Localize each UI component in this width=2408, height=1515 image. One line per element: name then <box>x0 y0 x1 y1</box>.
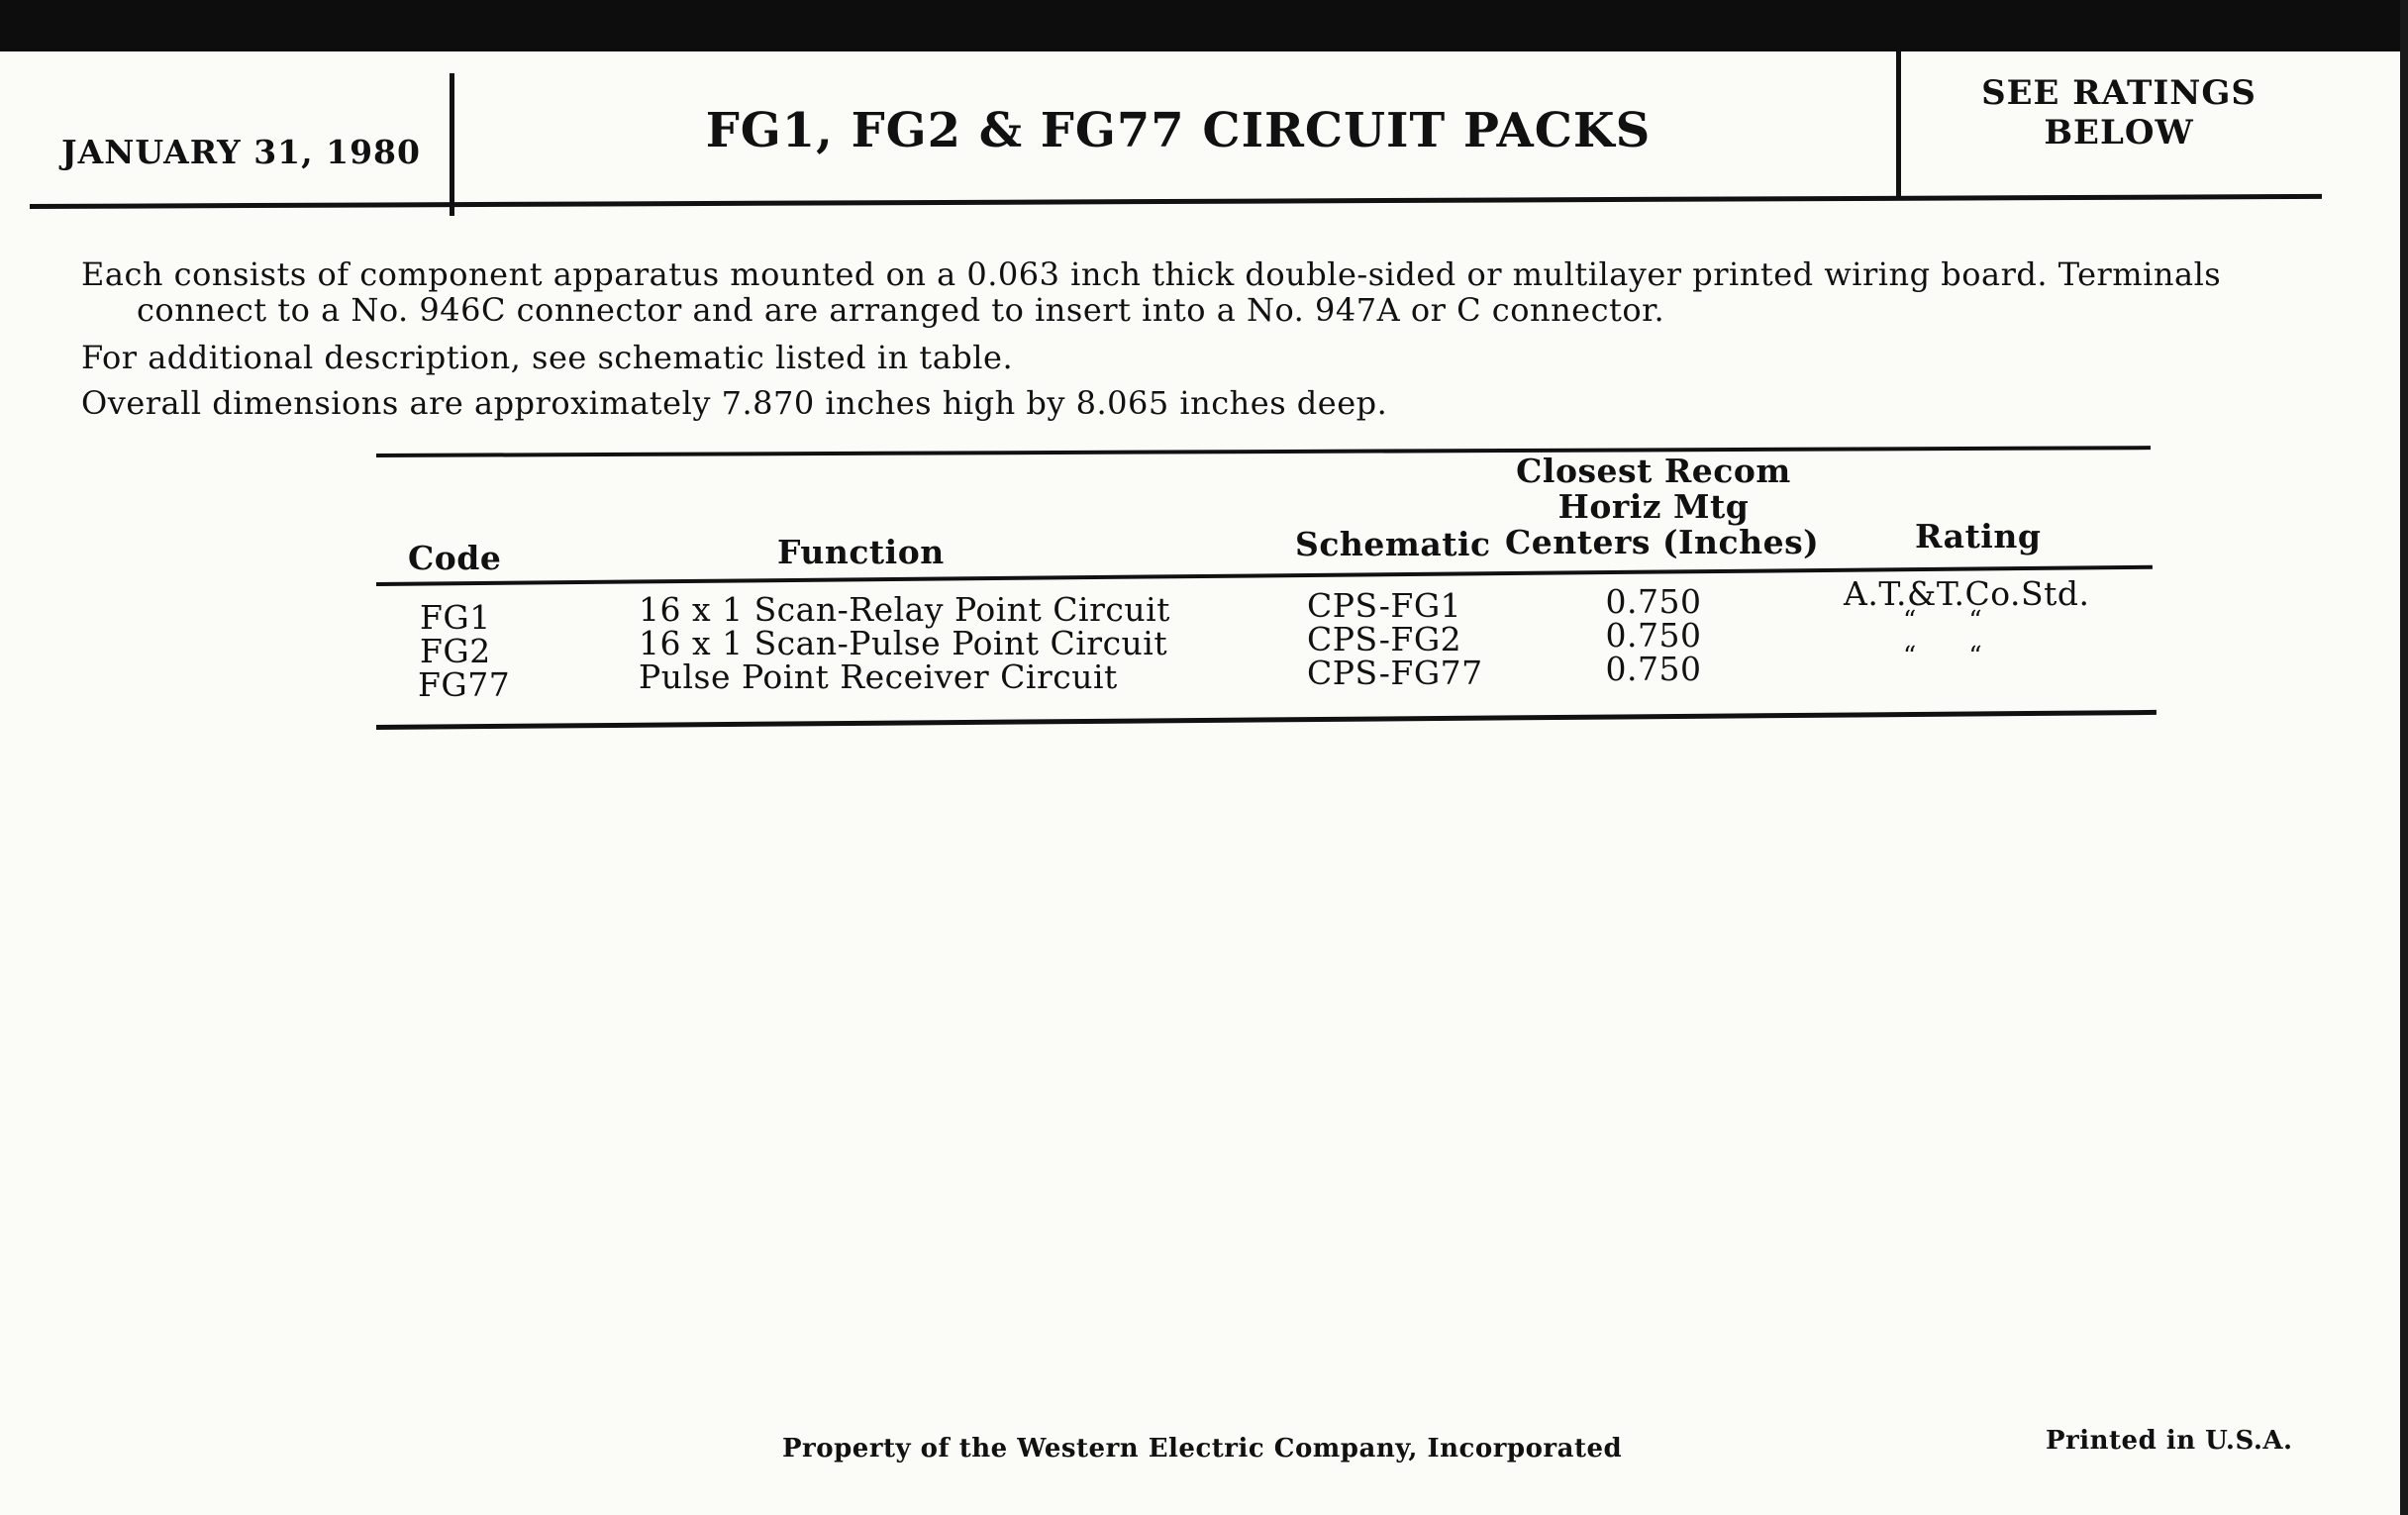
header-rating: Rating <box>1915 517 2042 556</box>
description-line1-cont: connect to a No. 946C connector and are arranged to insert into a No. 947A or C connector. <box>137 291 1665 329</box>
header-divider-right <box>1896 51 1901 196</box>
header-schematic: Schematic <box>1295 525 1491 563</box>
header-centers-line1: Closest Recom <box>1516 452 1791 490</box>
cell-function: 16 x 1 Scan-Pulse Point Circuit <box>639 624 1168 662</box>
cell-schematic: CPS-FG77 <box>1307 654 1483 692</box>
header-date: JANUARY 31, 1980 <box>61 133 421 171</box>
cell-centers: 0.750 <box>1605 582 1702 621</box>
cell-function: 16 x 1 Scan-Relay Point Circuit <box>639 590 1170 629</box>
cell-rating: A.T.&T.Co.Std. <box>1844 574 2090 613</box>
header-centers-line2: Horiz Mtg <box>1557 487 1750 526</box>
footer-property: Property of the Western Electric Company, Incorporated <box>782 1434 1623 1464</box>
cell-centers: 0.750 <box>1605 650 1702 688</box>
footer-printed: Printed in U.S.A. <box>2046 1426 2293 1456</box>
page-title: FG1, FG2 & FG77 CIRCUIT PACKS <box>705 103 1652 158</box>
cell-code: FG77 <box>418 665 511 704</box>
cell-centers: 0.750 <box>1605 616 1702 655</box>
rating-note-line2: BELOW <box>2044 113 2194 152</box>
header-function: Function <box>777 533 945 571</box>
cell-function: Pulse Point Receiver Circuit <box>639 657 1118 696</box>
cell-schematic: CPS-FG2 <box>1307 620 1462 658</box>
header-code: Code <box>408 539 502 577</box>
header-rating-note <box>1936 73 2302 152</box>
description-line2: For additional description, see schematic listed in table. <box>81 339 1014 376</box>
cell-code: FG1 <box>420 598 491 637</box>
scan-border-top <box>0 0 2408 51</box>
header-divider-left <box>450 73 454 216</box>
header-centers <box>1505 452 1820 561</box>
cell-rating: “ “ <box>1903 606 1983 636</box>
cell-code: FG2 <box>420 632 491 670</box>
cell-rating: “ “ <box>1903 642 1983 671</box>
header-centers-line3: Centers (Inches) <box>1505 523 1820 561</box>
cell-schematic: CPS-FG1 <box>1307 586 1462 625</box>
scan-border-right <box>2400 0 2408 1515</box>
description-line1: Each consists of component apparatus mounted on a 0.063 inch thick double-sided or multilayer printed wiring board. Terminals <box>81 255 2222 293</box>
description-line3: Overall dimensions are approximately 7.870 inches high by 8.065 inches deep. <box>81 384 1388 422</box>
rating-note-line1: SEE RATINGS <box>1981 73 2257 113</box>
